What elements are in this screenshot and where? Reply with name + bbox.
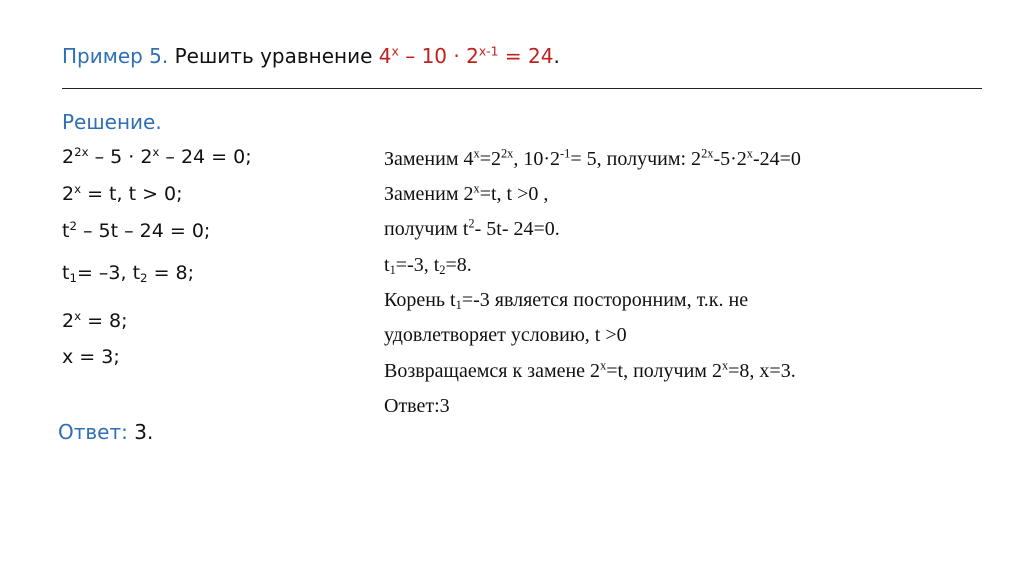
task-text: Решить уравнение <box>168 44 379 68</box>
solution-heading: Решение. <box>62 110 162 134</box>
solution-step-1: $2^{2x} - 5 \cdot 2^x - 24 = 0$; <box>62 144 252 168</box>
solution-step-4: $t_1= -3$, $t_2 = 8$; <box>62 262 195 285</box>
answer <box>58 420 153 444</box>
note-line-5: Корень $t_1=-3$ является посторонним, т.к. не <box>384 289 749 313</box>
note-line-7: Возвращаемся к замене $2^x=t$, получим $2^x=8$, x=3. <box>384 358 796 382</box>
answer-label: Ответ: <box>58 420 128 444</box>
solution-step-5: $2^x = 8$; <box>62 308 128 332</box>
note-line-3: получим $t^2-$ 5t- 24=0. <box>384 216 560 240</box>
note-line-8: Ответ:3 <box>384 395 450 417</box>
note-line-2: Заменим $2^x=t$, t >0 , <box>384 181 549 205</box>
note-line-1: Заменим $4^x=2^{2x}$, $10\cdot 2^{-1}= 5$, получим: $2^{2x}-5\cdot 2^x-24=0$ <box>384 146 801 170</box>
title-equation: $4^x - 10 \cdot 2^{x-1} = 24$ <box>378 43 554 68</box>
solution-step-3: $t^2 - 5t - 24 = 0$; <box>62 218 211 242</box>
example-label: Пример 5. <box>62 44 169 68</box>
note-line-6: удовлетворяет условию, t >0 <box>384 324 627 346</box>
answer-value: 3. <box>127 420 154 444</box>
title-divider <box>62 88 982 89</box>
solution-step-6: x = 3; <box>62 346 120 368</box>
slide-title: Пример 5. Решить уравнение $4^x - 10 \cdot 2^{x-1} = 24$. <box>62 43 560 68</box>
solution-step-2: $2^x = t$, t > 0; <box>62 181 183 205</box>
note-line-4: $t_1=-3$, $t_2=8$. <box>384 254 472 278</box>
